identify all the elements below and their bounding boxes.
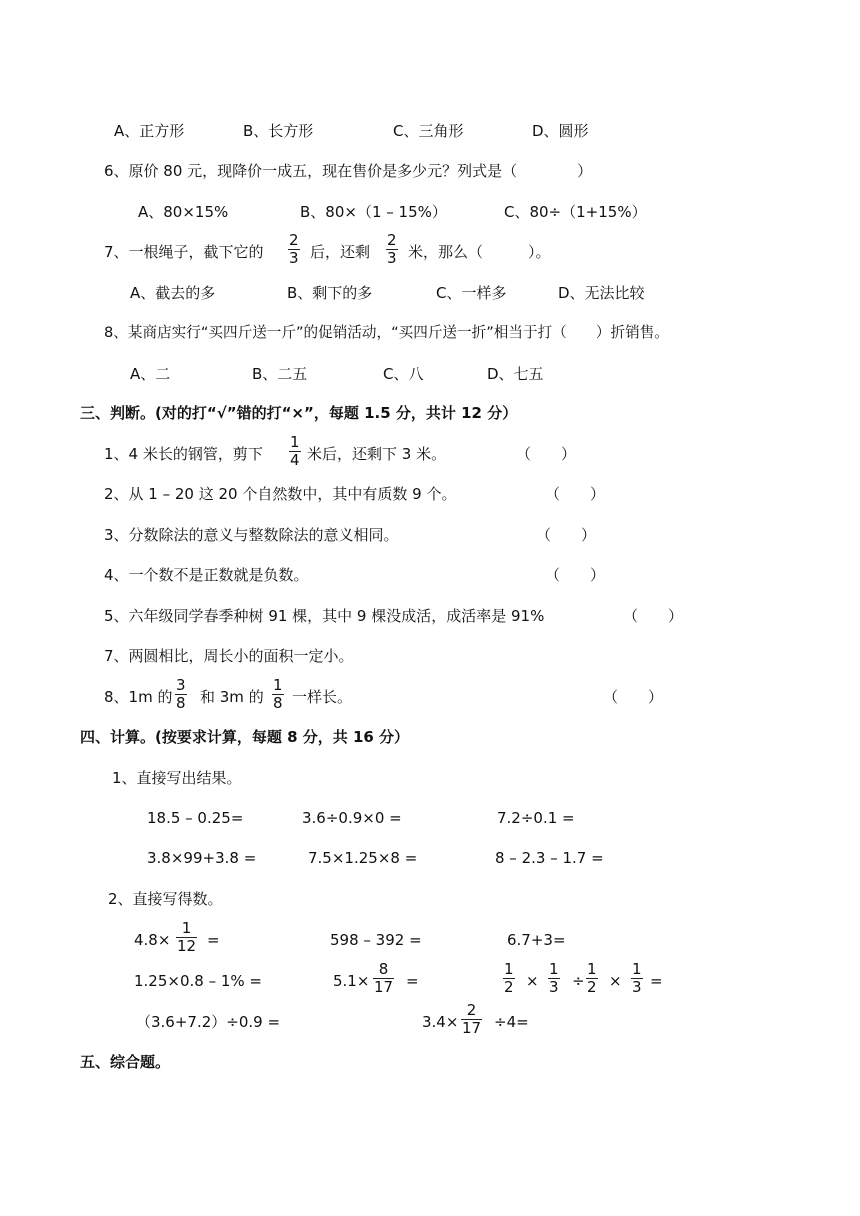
j1-answer-blank[interactable]: （ ） — [516, 445, 577, 463]
j8-answer-blank[interactable]: （ ） — [603, 688, 664, 706]
j4-answer-blank[interactable]: （ ） — [545, 566, 606, 584]
fraction-denominator: 17 — [462, 1019, 482, 1037]
e2-text: 598 – 392 = — [330, 931, 422, 949]
e6-suffix: = — [650, 972, 663, 990]
j3-text: 3、分数除法的意义与整数除法的意义相同。 — [104, 526, 399, 544]
fraction-numerator: 2 — [466, 1001, 477, 1019]
calc-r2-c1: 3.8×99+3.8 = — [147, 849, 257, 867]
q7-suffix: 米，那么（ ）。 — [408, 243, 551, 261]
q5-option-c: C、三角形 — [393, 122, 464, 140]
fraction-denominator: 3 — [289, 249, 299, 267]
section3-heading: 三、判断。(对的打“√”错的打“×”，每题 1.5 分，共计 12 分） — [80, 404, 518, 422]
e6-op1: × — [526, 972, 539, 990]
q5-option-d: D、圆形 — [532, 122, 589, 140]
fraction-numerator: 1 — [504, 960, 514, 978]
fraction-numerator: 8 — [378, 960, 389, 978]
j7-text: 7、两圆相比，周长小的面积一定小。 — [104, 647, 354, 665]
fraction-numerator: 2 — [289, 231, 299, 249]
e6-op3: × — [609, 972, 622, 990]
calc-r1-c3: 7.2÷0.1 = — [497, 809, 575, 827]
fraction-numerator: 1 — [273, 676, 283, 694]
fraction-numerator: 2 — [387, 231, 397, 249]
j8-part3: 一样长。 — [292, 688, 353, 706]
q7-option-b: B、剩下的多 — [287, 284, 373, 302]
j1-prefix: 1、4 米长的钢管，剪下 — [104, 445, 263, 463]
section4-heading: 四、计算。(按要求计算，每题 8 分，共 16 分） — [80, 728, 410, 746]
fraction-denominator: 3 — [549, 978, 559, 996]
q7-middle: 后，还剩 — [310, 243, 371, 261]
fraction-denominator: 2 — [504, 978, 514, 996]
j4-text: 4、一个数不是正数就是负数。 — [104, 566, 309, 584]
e1-prefix: 4.8× — [134, 931, 171, 949]
calc-r2-c2: 7.5×1.25×8 = — [308, 849, 418, 867]
e5-prefix: 5.1× — [333, 972, 370, 990]
fraction-numerator: 1 — [290, 433, 300, 451]
calc-r1-c1: 18.5 – 0.25= — [147, 809, 244, 827]
e7-text: （3.6+7.2）÷0.9 = — [136, 1013, 281, 1031]
fraction-denominator: 12 — [177, 937, 197, 955]
q6-text: 6、原价 80 元，现降价一成五，现在售价是多少元？列式是（ ） — [104, 162, 593, 180]
q6-option-a: A、80×15% — [138, 203, 229, 221]
calc-r2-c3: 8 – 2.3 – 1.7 = — [495, 849, 604, 867]
q5-option-b: B、长方形 — [243, 122, 314, 140]
e1-suffix: = — [207, 931, 220, 949]
j8-fraction-1 — [175, 677, 187, 712]
q7-option-d: D、无法比较 — [558, 284, 645, 302]
e5-suffix: = — [406, 972, 419, 990]
j3-answer-blank[interactable]: （ ） — [536, 526, 597, 544]
q6-option-c: C、80÷（1+15%） — [504, 203, 647, 221]
e8-prefix: 3.4× — [422, 1013, 459, 1031]
fraction-denominator: 17 — [374, 978, 394, 996]
e4-text: 1.25×0.8 – 1% = — [134, 972, 262, 990]
fraction-numerator: 1 — [632, 960, 642, 978]
j8-fraction-2 — [272, 677, 284, 712]
q7-fraction-1 — [288, 232, 300, 267]
fraction-numerator: 3 — [176, 676, 186, 694]
fraction-denominator: 3 — [632, 978, 642, 996]
e6-fraction-2 — [548, 961, 560, 996]
fraction-numerator: 1 — [549, 960, 559, 978]
q8-text: 8、某商店实行“买四斤送一斤”的促销活动，“买四斤送一折”相当于打（ ）折销售。 — [104, 324, 669, 341]
fraction-denominator: 8 — [176, 694, 186, 712]
fraction-denominator: 8 — [273, 694, 283, 712]
calc-r1-c2: 3.6÷0.9×0 = — [302, 809, 402, 827]
e8-suffix: ÷4= — [494, 1013, 529, 1031]
q8-option-c: C、八 — [383, 365, 424, 383]
fraction-numerator: 1 — [181, 919, 192, 937]
q8-option-a: A、二 — [130, 365, 171, 383]
j1-fraction — [289, 434, 301, 469]
e6-fraction-3 — [586, 961, 598, 996]
fraction-numerator: 1 — [587, 960, 597, 978]
e6-fraction-1 — [503, 961, 515, 996]
section5-heading: 五、综合题。 — [80, 1053, 171, 1071]
j5-text: 5、六年级同学春季种树 91 棵，其中 9 棵没成活，成活率是 91% — [104, 607, 545, 625]
section4-sub2: 2、直接写得数。 — [108, 890, 223, 908]
fraction-denominator: 3 — [387, 249, 397, 267]
j8-part2: 和 3m 的 — [200, 688, 264, 706]
j5-answer-blank[interactable]: （ ） — [623, 607, 684, 625]
q8-option-d: D、七五 — [487, 365, 544, 383]
q7-fraction-2 — [386, 232, 398, 267]
j2-answer-blank[interactable]: （ ） — [545, 485, 606, 503]
e5-fraction — [373, 961, 394, 996]
section4-sub1: 1、直接写出结果。 — [112, 769, 242, 787]
j8-part1: 8、1m 的 — [104, 688, 173, 706]
q7-prefix: 7、一根绳子，截下它的 — [104, 243, 264, 261]
e8-fraction — [461, 1002, 482, 1037]
e3-text: 6.7+3= — [507, 931, 566, 949]
fraction-denominator: 4 — [290, 451, 300, 469]
q7-option-c: C、一样多 — [436, 284, 507, 302]
e6-fraction-4 — [631, 961, 643, 996]
q5-option-a: A、正方形 — [114, 122, 185, 140]
q8-option-b: B、二五 — [252, 365, 308, 383]
j2-text: 2、从 1 – 20 这 20 个自然数中，其中有质数 9 个。 — [104, 485, 457, 503]
q6-option-b: B、80×（1 – 15%） — [300, 203, 447, 221]
e1-fraction — [176, 920, 197, 955]
q7-option-a: A、截去的多 — [130, 284, 216, 302]
e6-op2: ÷ — [572, 972, 585, 990]
j1-suffix: 米后，还剩下 3 米。 — [307, 445, 447, 463]
fraction-denominator: 2 — [587, 978, 597, 996]
